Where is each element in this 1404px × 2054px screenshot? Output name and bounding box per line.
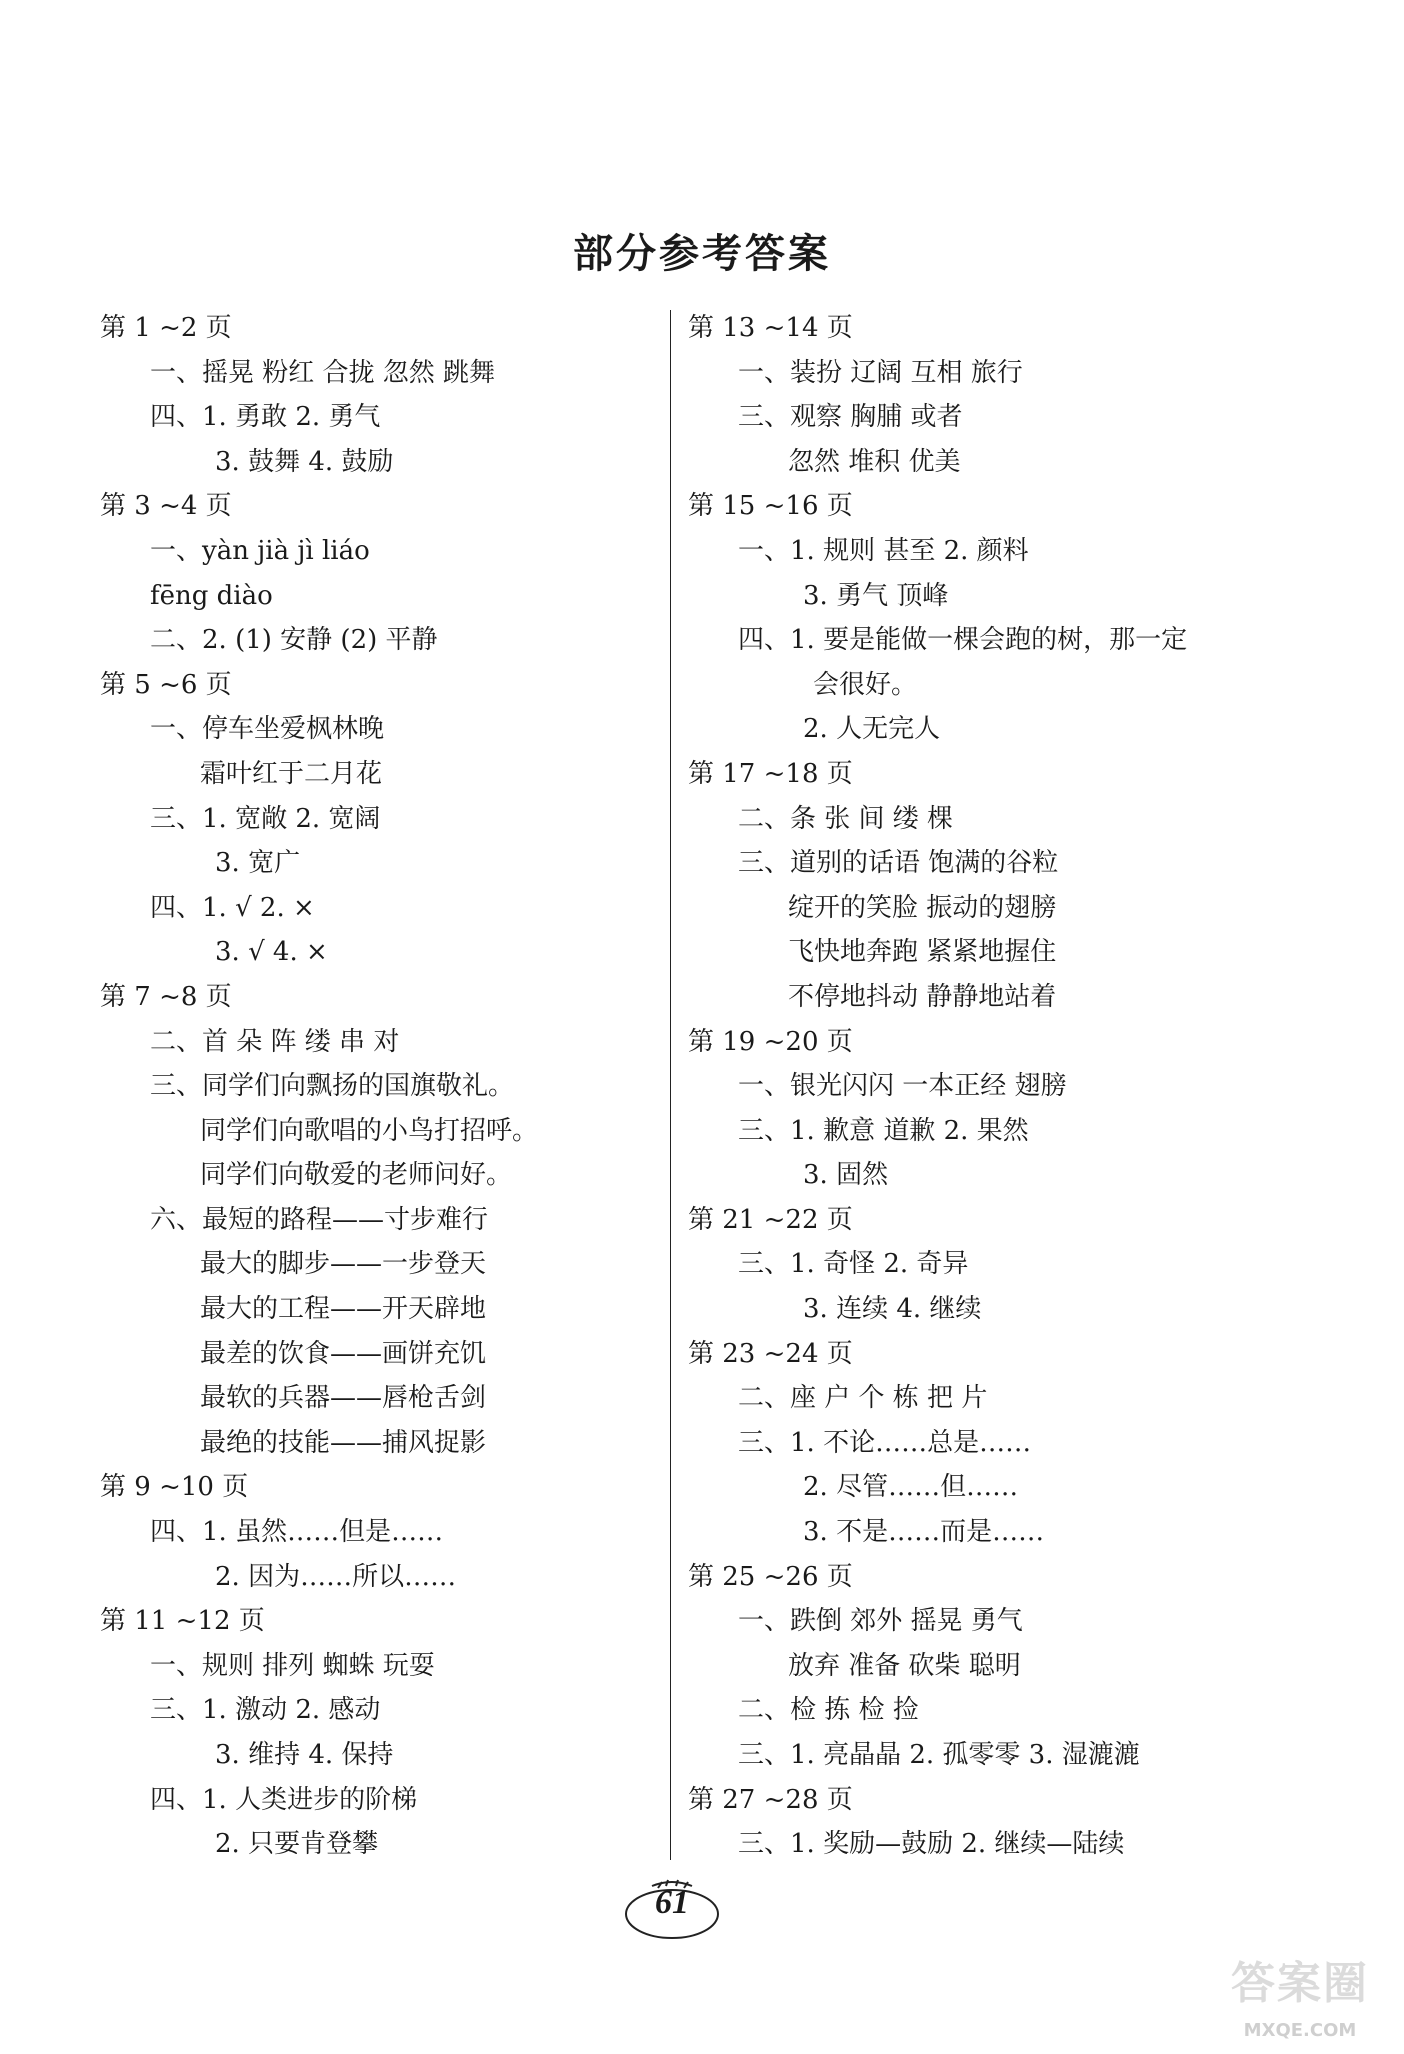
left-answer-line: 四、1. 人类进步的阶梯: [150, 1784, 418, 1815]
right-answer-line: 三、1. 亮晶晶 2. 孤零零 3. 湿漉漉: [738, 1740, 1140, 1770]
left-page-heading: 第 11 ~12 页: [100, 1606, 265, 1637]
left-answer-line: 3. 维持 4. 保持: [215, 1740, 394, 1770]
right-answer-line: 一、1. 规则 甚至 2. 颜料: [738, 535, 1029, 566]
left-answer-line: 二、2. (1) 安静 (2) 平静: [150, 625, 438, 656]
left-answer-line: 二、首 朵 阵 缕 串 对: [150, 1026, 400, 1057]
watermark-logo: 答案圈: [1231, 1958, 1369, 2009]
left-answer-line: 同学们向歌唱的小鸟打招呼。: [200, 1115, 539, 1146]
right-answer-line: 一、装扮 辽阔 互相 旅行: [738, 357, 1023, 388]
right-answer-line: 3. 勇气 顶峰: [803, 580, 949, 611]
right-answer-line: 一、跌倒 郊外 摇晃 勇气: [738, 1606, 1023, 1637]
left-answer-line: 同学们向敬爱的老师问好。: [200, 1160, 513, 1191]
left-answer-line: fēng diào: [150, 580, 273, 611]
right-page-heading: 第 23 ~24 页: [688, 1338, 853, 1369]
right-answer-line: 一、银光闪闪 一本正经 翅膀: [738, 1071, 1067, 1102]
right-answer-line: 三、1. 奖励—鼓励 2. 继续—陆续: [738, 1829, 1125, 1860]
right-page-heading: 第 25 ~26 页: [688, 1561, 853, 1592]
watermark-url: MXQE.COM: [1243, 2020, 1357, 2041]
left-answer-line: 四、1. √ 2. ×: [150, 892, 315, 923]
left-answer-line: 一、摇晃 粉红 合拢 忽然 跳舞: [150, 357, 496, 388]
left-answer-line: 四、1. 勇敢 2. 勇气: [150, 402, 381, 433]
left-answer-line: 最大的工程——开天辟地: [200, 1294, 487, 1325]
right-answer-line: 放弃 准备 砍柴 聪明: [788, 1650, 1021, 1681]
left-answer-line: 最绝的技能——捕风捉影: [200, 1427, 487, 1458]
right-answer-line: 四、1. 要是能做一棵会跑的树，那一定: [738, 625, 1188, 656]
right-answer-line: 3. 不是……而是……: [803, 1517, 1045, 1548]
right-answer-line: 忽然 堆积 优美: [788, 446, 961, 477]
left-answer-line: 最大的脚步——一步登天: [200, 1249, 487, 1280]
right-answer-line: 二、条 张 间 缕 棵: [738, 803, 954, 834]
page-number-badge: [622, 1876, 722, 1942]
right-answer-line: 绽开的笑脸 振动的翅膀: [788, 892, 1057, 923]
left-answer-line: 四、1. 虽然……但是……: [150, 1517, 444, 1548]
right-answer-line: 不停地抖动 静静地站着: [788, 981, 1057, 1012]
left-answer-line: 最软的兵器——唇枪舌剑: [200, 1383, 487, 1414]
left-answer-line: 六、最短的路程——寸步难行: [150, 1204, 489, 1235]
left-answer-line: 3. 宽广: [215, 848, 301, 879]
column-divider: [670, 310, 671, 1860]
right-page-heading: 第 27 ~28 页: [688, 1784, 853, 1815]
left-answer-line: 3. √ 4. ×: [215, 937, 328, 968]
page-number: 61: [655, 1884, 689, 1921]
right-page-heading: 第 15 ~16 页: [688, 491, 853, 522]
left-answer-line: 三、同学们向飘扬的国旗敬礼。: [150, 1071, 515, 1102]
left-answer-column: [100, 306, 660, 1867]
right-answer-line: 三、观察 胸脯 或者: [738, 402, 963, 433]
left-page-heading: 第 7 ~8 页: [100, 981, 232, 1012]
left-page-heading: 第 5 ~6 页: [100, 669, 232, 700]
left-answer-line: 一、规则 排列 蜘蛛 玩耍: [150, 1650, 435, 1681]
left-answer-line: 2. 只要肯登攀: [215, 1829, 379, 1860]
left-answer-line: 三、1. 激动 2. 感动: [150, 1695, 381, 1726]
right-answer-line: 3. 连续 4. 继续: [803, 1294, 982, 1325]
page-title: 部分参考答案: [573, 231, 831, 277]
left-page-heading: 第 9 ~10 页: [100, 1472, 249, 1503]
right-page-heading: 第 21 ~22 页: [688, 1204, 853, 1235]
left-answer-line: 2. 因为……所以……: [215, 1561, 457, 1592]
left-answer-line: 一、停车坐爱枫林晚: [150, 714, 385, 745]
right-answer-line: 2. 尽管……但……: [803, 1472, 1019, 1503]
left-page-heading: 第 3 ~4 页: [100, 491, 232, 522]
right-answer-line: 二、检 拣 检 捡: [738, 1695, 919, 1726]
left-answer-line: 霜叶红于二月花: [200, 758, 383, 789]
right-page-heading: 第 13 ~14 页: [688, 313, 853, 343]
site-watermark: [1210, 1950, 1390, 2045]
right-page-heading: 第 17 ~18 页: [688, 758, 853, 789]
right-page-heading: 第 19 ~20 页: [688, 1026, 853, 1057]
right-answer-line: 会很好。: [813, 669, 918, 700]
left-answer-line: 一、yàn jià jì liáo: [150, 535, 370, 566]
left-page-heading: 第 1 ~2 页: [100, 313, 232, 343]
right-answer-column: [688, 306, 1288, 1867]
right-answer-line: 三、1. 奇怪 2. 奇异: [738, 1249, 969, 1280]
right-answer-line: 三、1. 歉意 道歉 2. 果然: [738, 1115, 1029, 1146]
left-answer-line: 3. 鼓舞 4. 鼓励: [215, 446, 394, 477]
right-answer-line: 3. 固然: [803, 1160, 889, 1191]
right-answer-line: 2. 人无完人: [803, 714, 941, 745]
left-answer-line: 最差的饮食——画饼充饥: [200, 1338, 487, 1369]
right-answer-line: 三、1. 不论……总是……: [738, 1427, 1032, 1458]
left-answer-line: 三、1. 宽敞 2. 宽阔: [150, 803, 381, 834]
right-answer-line: 三、道别的话语 饱满的谷粒: [738, 848, 1059, 879]
right-answer-line: 二、座 户 个 栋 把 片: [738, 1383, 988, 1414]
right-answer-line: 飞快地奔跑 紧紧地握住: [788, 937, 1057, 968]
